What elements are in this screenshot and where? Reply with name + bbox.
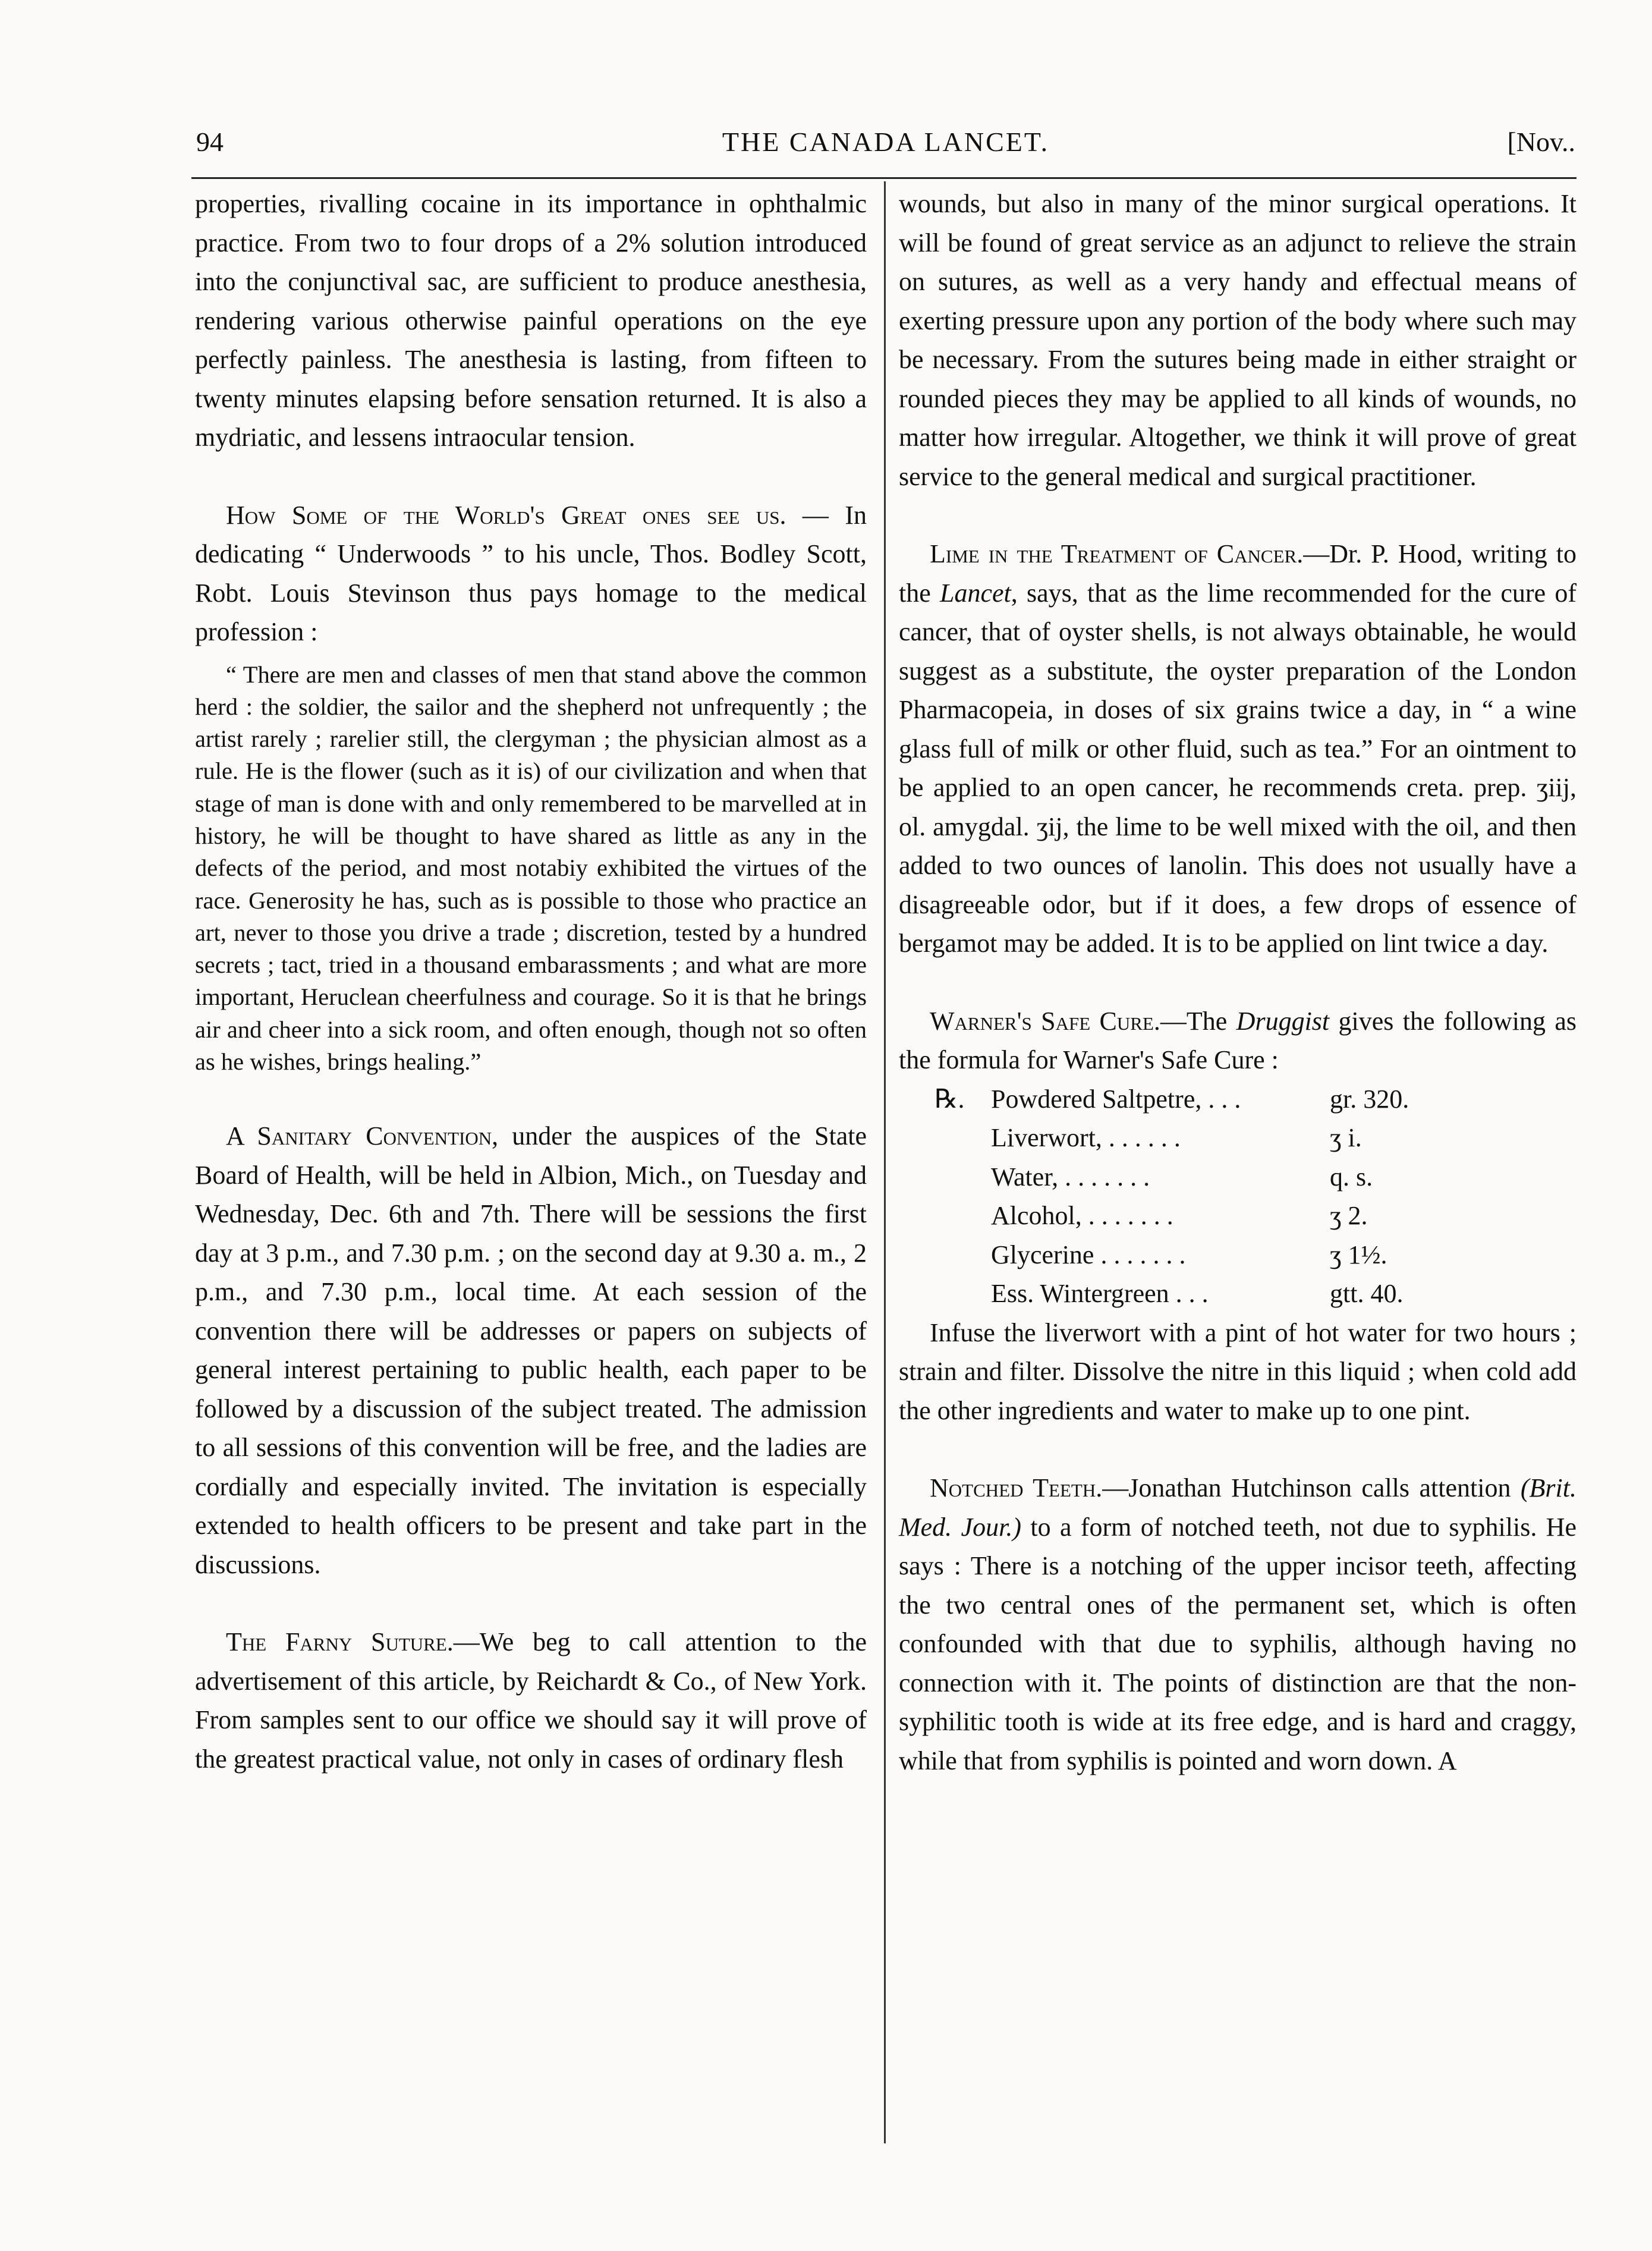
article-heading: A Sanitary Convention, <box>226 1121 499 1151</box>
recipe-row <box>899 1118 1577 1158</box>
article-stevenson <box>195 496 867 652</box>
article-heading: Notched Teeth. <box>930 1473 1103 1502</box>
ingredient-name: Water, . . . . . . . <box>991 1162 1150 1191</box>
recipe-row <box>899 1196 1577 1235</box>
journal-name: Druggist <box>1236 1006 1330 1036</box>
recipe-instructions: Infuse the liverwort with a pint of hot water for two hours ; strain and filter. Dissolve the nitre in this liquid ; when cold add the other ingredients and water to make up to one pint. <box>899 1318 1577 1425</box>
ingredient-name: Glycerine . . . . . . . <box>991 1240 1186 1269</box>
article-body: —Dr. P. Hood, writing to the <box>899 539 1577 608</box>
article-notched-teeth <box>899 1469 1577 1780</box>
page-number: 94 <box>196 127 224 157</box>
citation: (Brit. Med. Jour.) <box>899 1473 1577 1542</box>
ingredient-dose: ʒ i. <box>1330 1123 1362 1152</box>
column-divider <box>884 181 886 2143</box>
article-warners-safe-cure <box>899 1002 1577 1080</box>
ingredient-name: Liverwort, . . . . . . <box>991 1123 1181 1152</box>
header-rule <box>191 177 1577 179</box>
journal-name: Lancet <box>939 578 1011 608</box>
recipe-row <box>899 1080 1577 1119</box>
article-body: —Jonathan Hutchinson calls attention <box>1102 1473 1521 1502</box>
article-body: gives the following as the formula for Warner's Safe Cure : <box>899 1006 1577 1074</box>
journal-title: THE CANADA LANCET. <box>722 127 1050 157</box>
article-sanitary-convention <box>195 1117 867 1584</box>
article-heading: Lime in the Treatment of Cancer. <box>930 539 1304 568</box>
article-heading: The Farny Suture. <box>226 1627 454 1657</box>
recipe-row <box>899 1274 1577 1313</box>
article-heading: How Some of the World's Great ones see us. <box>226 500 786 530</box>
right-column <box>899 184 1577 1819</box>
ingredient-name: Ess. Wintergreen . . . <box>991 1279 1209 1308</box>
article-farny-suture <box>195 1623 867 1778</box>
article-heading: Warner's Safe Cure. <box>930 1006 1160 1036</box>
running-header <box>196 126 1575 168</box>
ingredient-dose: ʒ 2. <box>1330 1201 1368 1230</box>
issue-month: [Nov.. <box>1507 127 1575 157</box>
article-continuation: wounds, but also in many of the minor surgical operations. It will be found of great service as an adjunct to relieve the strain on sutures, as well as a very handy and effectual means of exerting pressure upon any portion of the body where such may be necessary. From the sutures being made in either straight or rounded pieces they may be applied to all kinds of wounds, no matter how irregular. Altogether, we think it will prove of great service to the general medical and surgical practitioner. <box>899 189 1577 491</box>
ingredient-dose: gtt. 40. <box>1330 1279 1404 1308</box>
article-continuation: properties, rivalling cocaine in its importance in ophthalmic practice. From two to four drops of a 2% solution introduced into the conjunctival sac, are sufficient to produce anesthesia, rendering various otherwise painful operations on the eye perfectly painless. The anesthesia is lasting, from fifteen to twenty minutes elapsing before sensation returned. It is also a mydriatic, and lessens intraocular tension. <box>195 189 867 452</box>
recipe-row <box>899 1158 1577 1197</box>
article-body: — In dedicating “ Underwoods ” to his uncle, Thos. Bodley Scott, Robt. Louis Stevinson thus pays homage to the medical profession : <box>195 500 867 646</box>
article-body: under the auspices of the State Board of Health, will be held in Albion, Mich., on Tuesday and Wednesday, Dec. 6th and 7th. There will be sessions the first day at 3 p.m., and 7.30 p.m. ; on the second day at 9.30 a. m., 2 p.m., and 7.30 p.m., local time. At each session of the convention there will be addresses or papers on subjects of general interest pertaining to public health, each paper to be followed by a discussion of the subject treated. The admission to all sessions of this convention will be free, and the ladies are cordially and especially invited. The invitation is especially extended to health officers to be present and take part in the discussions. <box>195 1121 867 1579</box>
article-lime-cancer <box>899 535 1577 963</box>
left-column <box>195 184 867 1817</box>
recipe-symbol: ℞. <box>934 1084 965 1114</box>
article-body: , says, that as the lime recommended for the cure of cancer, that of oyster shells, is not always obtainable, he would suggest as a substitute, the oyster preparation of the London Pharmacopeia, in doses of six grains twice a day, in “ a wine glass full of milk or other fluid, such as tea.” For an ointment to be applied to an open cancer, he recommends creta. prep. ʒiij, ol. amygdal. ʒij, the lime to be well mixed with the oil, and then added to two ounces of lanolin. This does not usually have a disagreeable odor, but if it does, a few drops of essence of bergamot may be added. It is to be applied on lint twice a day. <box>899 578 1577 958</box>
article-body: to a form of notched teeth, not due to syphilis. He says : There is a notching of the upper incisor teeth, affecting the two central ones of the permanent set, which is often confounded with that due to syphilis, although having no connection with it. The points of distinction are that the non-syphilitic tooth is wide at its free edge, and is hard and craggy, while that from syphilis is pointed and worn down. A <box>899 1512 1577 1775</box>
ingredient-dose: ʒ 1½. <box>1330 1240 1387 1269</box>
recipe-row <box>899 1235 1577 1275</box>
ingredient-name: Alcohol, . . . . . . . <box>991 1201 1173 1230</box>
ingredient-dose: gr. 320. <box>1330 1084 1409 1114</box>
article-body: —The <box>1160 1006 1236 1036</box>
block-quote: “ There are men and classes of men that stand above the common herd : the soldier, the sailor and the shepherd not unfrequently ; the artist rarely ; rarelier still, the clergyman ; the physician almost as a rule. He is the flower (such as it is) of our civilization and when that stage of man is done with and only remembered to be marvelled at in history, he will be thought to have shared as little as any in the defects of the period, and most notabiy exhibited the virtues of the race. Generosity he has, such as is possible to those who practice an art, never to those you drive a trade ; discretion, tested by a hundred secrets ; tact, tried in a thousand embarassments ; and what are more important, Heruclean cheerfulness and courage. So it is that he brings air and cheer into a sick room, and often enough, though not so often as he wishes, brings healing.” <box>195 661 867 1076</box>
ingredient-name: Powdered Saltpetre, . . . <box>991 1084 1241 1114</box>
ingredient-dose: q. s. <box>1330 1162 1373 1191</box>
article-body: —We beg to call attention to the advertisement of this article, by Reichardt & Co., of New York. From samples sent to our office we should say it will prove of the greatest practical value, not only in cases of ordinary flesh <box>195 1627 867 1774</box>
recipe-table <box>899 1080 1577 1313</box>
